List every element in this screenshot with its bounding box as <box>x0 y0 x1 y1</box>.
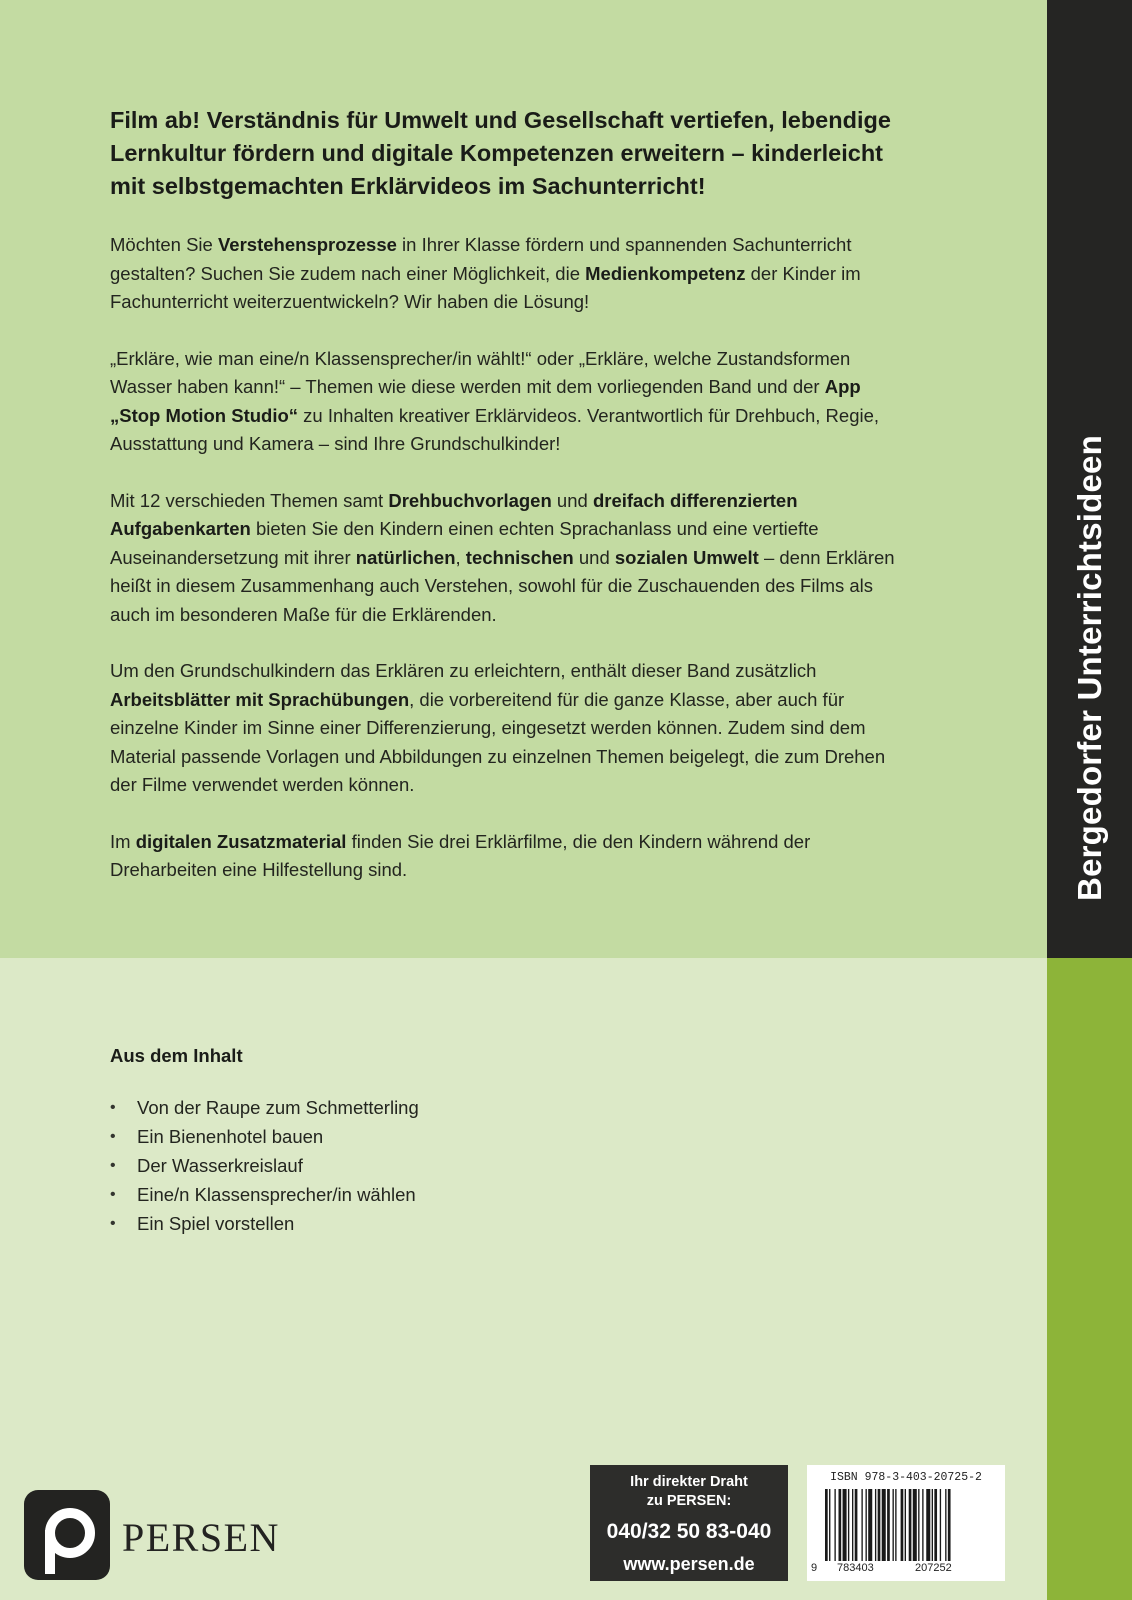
barcode-digits-left: 783403 <box>837 1562 874 1574</box>
bold-text: Medienkompetenz <box>585 262 746 284</box>
bold-text: Drehbuchvorlagen <box>388 489 552 511</box>
headline: Film ab! Verständnis für Umwelt und Gesellschaft vertiefen, lebendige Lernkultur fördern und digitale Kompetenzen erweitern – kinderleicht mit selbstgemachten Erklärvideos im Sachunterricht! <box>110 107 891 199</box>
text: – denn Erklären heißt in diesem Zusammenhang auch Verstehen, sowohl für die Zuschauenden des Films als auch im besonderen Maße für die Erklärenden. <box>110 546 895 625</box>
bold-text: technischen <box>465 546 574 568</box>
text: Möchten Sie <box>110 234 218 255</box>
list-item: • Von der Raupe zum Schmetterling <box>110 1093 810 1122</box>
text: „Erkläre, wie man eine/n Klassensprecher/in wählt!“ oder „Erkläre, welche Zustandsformen Wasser haben kann!“ – Themen wie diese werden mit dem vorliegenden Band und der <box>110 347 851 397</box>
hotline-box <box>590 1465 788 1581</box>
paragraph-4 <box>110 657 910 800</box>
spine-series <box>1047 0 1132 958</box>
contents-list <box>110 1093 810 1238</box>
text: in Ihrer Klasse fördern und spannenden Sachunterricht gestalten? Suchen Sie zudem nach einer Möglichkeit, die <box>110 234 852 284</box>
text: finden Sie drei Erklärfilme, die den Kindern während der Dreharbeiten eine Hilfestellung sind. <box>110 830 811 880</box>
spine-green-band <box>1047 958 1132 1600</box>
bold-text: App „Stop Motion Studio“ <box>110 376 861 426</box>
bold-text: Verstehensprozesse <box>217 234 397 255</box>
barcode <box>821 1489 993 1561</box>
text: und <box>551 489 593 511</box>
contents-title: Aus dem Inhalt <box>110 1045 243 1066</box>
text: , <box>455 546 466 568</box>
text: bieten Sie den Kindern einen echten Sprachanlass und eine vertiefte Auseinandersetzung mit ihrer <box>110 518 819 568</box>
persen-p-logo-icon <box>24 1490 110 1580</box>
text: , die vorbereitend für die ganze Klasse, aber auch für einzelne Kinder im Sinne einer Differenzierung, eingesetzt werden können. Zudem sind dem Material passende Vorlagen und Abbildungen zu einzelnen Themen beigelegt, die zum Drehen der Filme verwendet werden können. <box>110 688 886 795</box>
text: Um den Grundschulkindern das Erklären zu erleichtern, enthält dieser Band zusätzlich <box>110 660 817 681</box>
series-title: Bergedorfer Unterrichtsideen <box>1070 435 1108 901</box>
list-item: • Eine/n Klassensprecher/in wählen <box>110 1180 810 1209</box>
paragraph-2 <box>110 345 910 459</box>
text: der Kinder im Fachunterricht weiterzuentwickeln? Wir haben die Lösung! <box>110 262 861 312</box>
hotline-label-1: Ihr direkter Draht <box>630 1474 748 1490</box>
text: Im <box>110 830 136 852</box>
isbn-number: ISBN 978-3-403-20725-2 <box>830 1471 982 1484</box>
text: und <box>573 546 615 568</box>
text: Mit 12 verschieden Themen samt <box>110 489 389 511</box>
paragraph-1 <box>110 231 910 317</box>
bold-text: sozialen Umwelt <box>614 546 759 568</box>
hotline-label-2: zu PERSEN: <box>646 1493 732 1509</box>
list-item: • Der Wasserkreislauf <box>110 1151 810 1180</box>
bold-text: natürlichen <box>355 546 456 568</box>
list-item: • Ein Bienenhotel bauen <box>110 1122 810 1151</box>
barcode-digit-first: 9 <box>811 1562 818 1574</box>
list-item: • Ein Spiel vorstellen <box>110 1209 810 1238</box>
paragraph-3 <box>110 487 910 630</box>
paragraph-5 <box>110 828 910 885</box>
bold-text: Arbeitsblätter mit Sprachübungen <box>110 688 410 710</box>
description <box>110 104 910 885</box>
barcode-digits-right: 207252 <box>915 1562 952 1574</box>
text: zu Inhalten kreativer Erklärvideos. Verantwortlich für Drehbuch, Regie, Ausstattung und Kamera – sind Ihre Grundschulkinder! <box>110 404 880 454</box>
bold-text: dreifach differenzierten Aufgabenkarten <box>110 489 798 539</box>
contents-section <box>110 1045 810 1238</box>
hotline-phone: 040/32 50 83-040 <box>606 1520 772 1543</box>
isbn-box <box>807 1465 1005 1581</box>
bold-text: digitalen Zusatzmaterial <box>135 830 347 852</box>
publisher-name: PERSEN <box>122 1515 280 1560</box>
hotline-website: www.persen.de <box>623 1554 755 1574</box>
